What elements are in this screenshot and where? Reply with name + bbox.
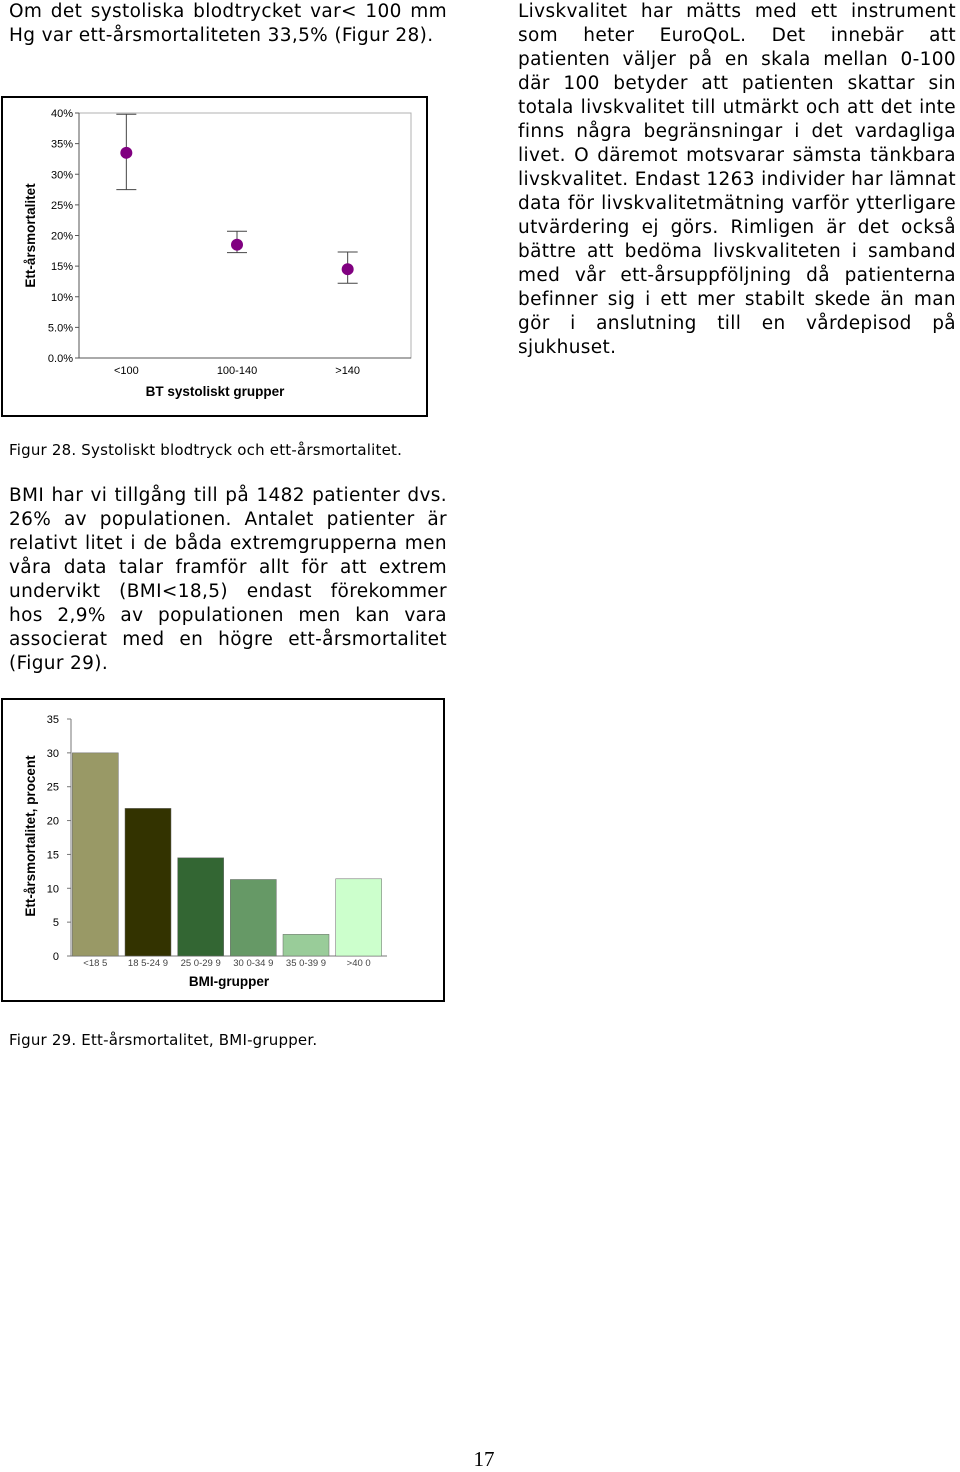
x-tick-label: >140 <box>335 365 361 377</box>
x-tick-label: <18 5 <box>83 958 108 969</box>
x-tick-label: 100-140 <box>216 365 258 377</box>
y-tick-label: 25 <box>46 781 59 794</box>
y-tick-label: 20 <box>46 815 59 828</box>
y-tick-label: 15% <box>50 261 73 274</box>
y-tick-label: 40% <box>50 108 73 120</box>
x-tick-label: 30 0-34 9 <box>233 958 274 969</box>
y-tick-label: 35 <box>46 714 59 726</box>
bar <box>72 753 118 956</box>
y-tick-label: 0.0% <box>47 353 73 365</box>
paragraph-bmi: BMI har vi tillgång till på 1482 patienter dvs. 26% av populationen. Antalet patienter är relativt litet i de båda extremgrupperna men våra data talar framför allt för att extrem undervikt (BMI<18,5) endast förekommer hos 2,9% av populationen men kan vara associerat med en högre ett-årsmortalitet (Figur 29). <box>9 485 447 674</box>
y-tick-label: 0 <box>52 951 59 963</box>
bar <box>230 879 276 956</box>
y-tick-label: 5 <box>52 917 59 930</box>
y-tick-label: 10 <box>46 883 59 896</box>
bmi-mortality-bar-chart <box>3 700 443 1000</box>
data-point <box>120 147 132 159</box>
x-tick-label: 35 0-39 9 <box>285 958 327 969</box>
y-tick-label: 35% <box>50 138 73 151</box>
x-tick-label: >40 0 <box>346 958 371 969</box>
page-number: 17 <box>473 1447 495 1471</box>
bar <box>336 879 382 956</box>
x-axis-title: BMI-grupper <box>188 974 270 989</box>
x-axis-title: BT systoliskt grupper <box>145 384 285 399</box>
x-tick-label: <100 <box>113 365 139 377</box>
bar <box>283 934 329 956</box>
y-axis-title: Ett-årsmortalitet <box>23 183 38 288</box>
bar <box>125 808 171 956</box>
y-axis-title: Ett-årsmortalitet, procent <box>23 755 38 917</box>
data-point <box>342 263 354 275</box>
y-tick-label: 30 <box>46 747 59 760</box>
x-tick-label: 18 5-24 9 <box>127 958 169 969</box>
y-tick-label: 30% <box>50 169 73 182</box>
figure-29-chart <box>1 698 445 1002</box>
figure-28-caption: Figur 28. Systoliskt blodtryck och ett-årsmortalitet. <box>9 441 403 459</box>
y-tick-label: 15 <box>46 849 59 862</box>
data-point <box>231 239 243 251</box>
paragraph-quality-of-life: Livskvalitet har mätts med ett instrument som heter EuroQoL. Det innebär att patienten väljer på en skala mellan 0-100 där 100 betyder att patienten skattar sin totala livskvalitet till utmärkt och att det inte finns några begränsningar i det vardagliga livet. O däremot motsvarar sämsta tänkbara livskvalitet. Endast 1263 individer har lämnat data för livskvalitetmätning varför ytterligare utvärdering ej görs. Rimligen är det också bättre att bedöma livskvaliteten i samband med vår ett-årsuppföljning då patienterna befinner sig i ett mer stabilt skede än man gör i anslutning till en vårdepisod på sjukhuset. <box>518 1 956 358</box>
y-tick-label: 20% <box>50 230 73 243</box>
y-tick-label: 25% <box>50 199 73 212</box>
x-tick-label: 25 0-29 9 <box>180 958 221 969</box>
paragraph-systolic: Om det systoliska blodtrycket var< 100 mm Hg var ett-årsmortaliteten 33,5% (Figur 28). <box>9 1 447 46</box>
y-tick-label: 5.0% <box>47 322 73 335</box>
figure-29-caption: Figur 29. Ett-årsmortalitet, BMI-grupper. <box>9 1031 318 1049</box>
bar <box>178 858 224 956</box>
y-tick-label: 10% <box>50 291 73 304</box>
figure-28-chart <box>1 96 428 417</box>
bp-mortality-scatter-chart <box>3 98 426 415</box>
